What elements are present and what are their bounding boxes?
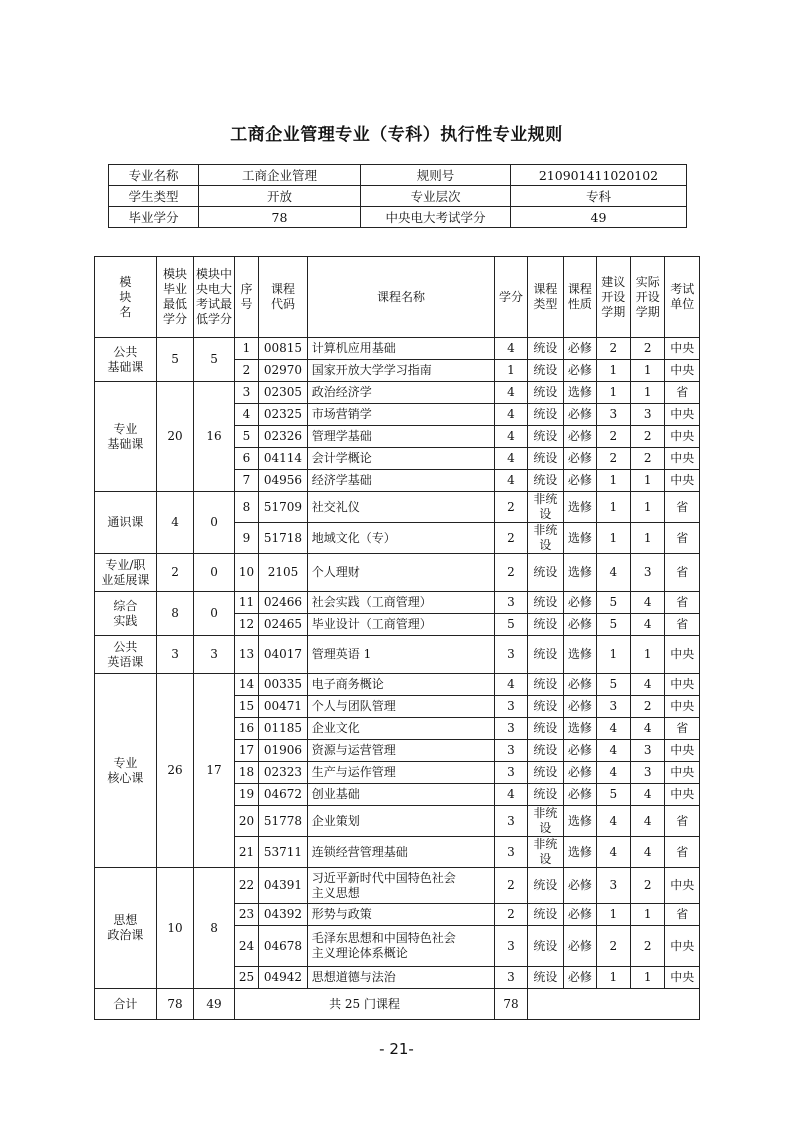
course-code: 02326 bbox=[259, 426, 308, 448]
course-seq: 10 bbox=[234, 554, 258, 592]
suggested-term: 2 bbox=[596, 426, 630, 448]
total-min-credit: 78 bbox=[156, 989, 193, 1020]
table-row bbox=[95, 492, 700, 523]
suggested-term: 2 bbox=[596, 926, 630, 967]
course-name: 思想道德与法治 bbox=[307, 967, 494, 989]
course-nature: 必修 bbox=[564, 404, 596, 426]
info-label: 专业名称 bbox=[109, 165, 199, 186]
course-seq: 22 bbox=[234, 868, 258, 904]
course-credit: 3 bbox=[495, 592, 527, 614]
course-name: 计算机应用基础 bbox=[307, 338, 494, 360]
course-nature: 必修 bbox=[564, 448, 596, 470]
course-type: 统设 bbox=[527, 448, 563, 470]
course-nature: 必修 bbox=[564, 740, 596, 762]
course-seq: 9 bbox=[234, 523, 258, 554]
info-label: 专业层次 bbox=[361, 186, 511, 207]
course-credit: 4 bbox=[495, 784, 527, 806]
suggested-term: 1 bbox=[596, 470, 630, 492]
suggested-term: 4 bbox=[596, 740, 630, 762]
module-name: 通识课 bbox=[95, 492, 157, 554]
course-code: 53711 bbox=[259, 837, 308, 868]
actual-term: 3 bbox=[631, 404, 665, 426]
course-type: 统设 bbox=[527, 674, 563, 696]
course-seq: 15 bbox=[234, 696, 258, 718]
suggested-term: 5 bbox=[596, 784, 630, 806]
course-seq: 25 bbox=[234, 967, 258, 989]
course-name: 电子商务概论 bbox=[307, 674, 494, 696]
actual-term: 2 bbox=[631, 926, 665, 967]
actual-term: 3 bbox=[631, 740, 665, 762]
module-name: 公共 英语课 bbox=[95, 636, 157, 674]
exam-unit: 省 bbox=[665, 614, 700, 636]
module-name: 专业 基础课 bbox=[95, 382, 157, 492]
actual-term: 4 bbox=[631, 592, 665, 614]
total-credit: 78 bbox=[495, 989, 527, 1020]
course-type: 统设 bbox=[527, 470, 563, 492]
course-credit: 1 bbox=[495, 360, 527, 382]
course-credit: 4 bbox=[495, 404, 527, 426]
actual-term: 1 bbox=[631, 523, 665, 554]
course-code: 04672 bbox=[259, 784, 308, 806]
suggested-term: 2 bbox=[596, 448, 630, 470]
module-min-credit: 5 bbox=[156, 338, 193, 382]
actual-term: 4 bbox=[631, 614, 665, 636]
course-type: 统设 bbox=[527, 784, 563, 806]
course-credit: 3 bbox=[495, 636, 527, 674]
suggested-term: 4 bbox=[596, 554, 630, 592]
course-nature: 选修 bbox=[564, 523, 596, 554]
header-code: 课程 代码 bbox=[259, 257, 308, 338]
suggested-term: 4 bbox=[596, 718, 630, 740]
suggested-term: 3 bbox=[596, 404, 630, 426]
suggested-term: 4 bbox=[596, 806, 630, 837]
actual-term: 3 bbox=[631, 554, 665, 592]
exam-unit: 省 bbox=[665, 806, 700, 837]
course-nature: 必修 bbox=[564, 426, 596, 448]
exam-unit: 中央 bbox=[665, 868, 700, 904]
course-credit: 3 bbox=[495, 837, 527, 868]
total-label: 合计 bbox=[95, 989, 157, 1020]
course-code: 51718 bbox=[259, 523, 308, 554]
info-value: 工商企业管理 bbox=[199, 165, 361, 186]
suggested-term: 5 bbox=[596, 614, 630, 636]
course-type: 非统设 bbox=[527, 806, 563, 837]
course-type: 统设 bbox=[527, 636, 563, 674]
actual-term: 1 bbox=[631, 470, 665, 492]
total-summary: 共 25 门课程 bbox=[234, 989, 494, 1020]
course-seq: 4 bbox=[234, 404, 258, 426]
info-value: 210901411020102 bbox=[511, 165, 687, 186]
course-code: 02305 bbox=[259, 382, 308, 404]
total-empty bbox=[527, 989, 699, 1020]
course-credit: 3 bbox=[495, 762, 527, 784]
course-type: 非统设 bbox=[527, 837, 563, 868]
actual-term: 2 bbox=[631, 338, 665, 360]
exam-unit: 省 bbox=[665, 592, 700, 614]
exam-unit: 中央 bbox=[665, 338, 700, 360]
actual-term: 4 bbox=[631, 806, 665, 837]
course-credit: 2 bbox=[495, 492, 527, 523]
exam-unit: 中央 bbox=[665, 404, 700, 426]
exam-unit: 中央 bbox=[665, 762, 700, 784]
course-nature: 必修 bbox=[564, 592, 596, 614]
course-type: 非统设 bbox=[527, 523, 563, 554]
course-name: 会计学概论 bbox=[307, 448, 494, 470]
actual-term: 2 bbox=[631, 868, 665, 904]
info-value: 78 bbox=[199, 207, 361, 228]
module-central-credit: 16 bbox=[194, 382, 235, 492]
actual-term: 2 bbox=[631, 426, 665, 448]
course-credit: 4 bbox=[495, 448, 527, 470]
module-central-credit: 0 bbox=[194, 592, 235, 636]
header-course-type: 课程 类型 bbox=[527, 257, 563, 338]
course-nature: 必修 bbox=[564, 762, 596, 784]
module-central-credit: 0 bbox=[194, 492, 235, 554]
course-credit: 3 bbox=[495, 967, 527, 989]
course-code: 04678 bbox=[259, 926, 308, 967]
actual-term: 1 bbox=[631, 382, 665, 404]
course-name: 习近平新时代中国特色社会 主义思想 bbox=[307, 868, 494, 904]
course-credit: 5 bbox=[495, 614, 527, 636]
course-nature: 必修 bbox=[564, 784, 596, 806]
course-nature: 必修 bbox=[564, 926, 596, 967]
header-central-min: 模块中 央电大 考试最 低学分 bbox=[194, 257, 235, 338]
table-row bbox=[95, 636, 700, 674]
course-type: 统设 bbox=[527, 404, 563, 426]
course-nature: 选修 bbox=[564, 492, 596, 523]
course-seq: 11 bbox=[234, 592, 258, 614]
actual-term: 4 bbox=[631, 784, 665, 806]
course-seq: 17 bbox=[234, 740, 258, 762]
course-credit: 4 bbox=[495, 338, 527, 360]
course-seq: 12 bbox=[234, 614, 258, 636]
course-name: 生产与运作管理 bbox=[307, 762, 494, 784]
info-label: 学生类型 bbox=[109, 186, 199, 207]
course-seq: 1 bbox=[234, 338, 258, 360]
course-nature: 选修 bbox=[564, 382, 596, 404]
table-row bbox=[95, 554, 700, 592]
actual-term: 1 bbox=[631, 360, 665, 382]
course-name: 创业基础 bbox=[307, 784, 494, 806]
page-title: 工商企业管理专业（专科）执行性专业规则 bbox=[230, 125, 563, 145]
info-value: 专科 bbox=[511, 186, 687, 207]
course-seq: 18 bbox=[234, 762, 258, 784]
module-name: 专业/职 业延展课 bbox=[95, 554, 157, 592]
exam-unit: 中央 bbox=[665, 448, 700, 470]
exam-unit: 中央 bbox=[665, 967, 700, 989]
actual-term: 2 bbox=[631, 696, 665, 718]
course-seq: 3 bbox=[234, 382, 258, 404]
course-type: 统设 bbox=[527, 426, 563, 448]
course-nature: 选修 bbox=[564, 837, 596, 868]
course-type: 统设 bbox=[527, 554, 563, 592]
module-central-credit: 3 bbox=[194, 636, 235, 674]
module-name: 公共 基础课 bbox=[95, 338, 157, 382]
course-seq: 14 bbox=[234, 674, 258, 696]
exam-unit: 省 bbox=[665, 554, 700, 592]
actual-term: 4 bbox=[631, 718, 665, 740]
course-seq: 6 bbox=[234, 448, 258, 470]
course-nature: 必修 bbox=[564, 967, 596, 989]
info-label: 毕业学分 bbox=[109, 207, 199, 228]
course-seq: 5 bbox=[234, 426, 258, 448]
suggested-term: 1 bbox=[596, 492, 630, 523]
course-name: 企业文化 bbox=[307, 718, 494, 740]
module-min-credit: 8 bbox=[156, 592, 193, 636]
actual-term: 1 bbox=[631, 904, 665, 926]
course-type: 统设 bbox=[527, 868, 563, 904]
table-row bbox=[95, 592, 700, 614]
course-name: 毕业设计（工商管理） bbox=[307, 614, 494, 636]
course-code: 02970 bbox=[259, 360, 308, 382]
course-nature: 必修 bbox=[564, 338, 596, 360]
course-type: 统设 bbox=[527, 338, 563, 360]
module-min-credit: 2 bbox=[156, 554, 193, 592]
course-name: 国家开放大学学习指南 bbox=[307, 360, 494, 382]
module-name: 综合 实践 bbox=[95, 592, 157, 636]
actual-term: 3 bbox=[631, 762, 665, 784]
exam-unit: 省 bbox=[665, 492, 700, 523]
course-table bbox=[94, 256, 700, 1020]
header-seq: 序号 bbox=[234, 257, 258, 338]
header-course-nature: 课程 性质 bbox=[564, 257, 596, 338]
course-type: 统设 bbox=[527, 382, 563, 404]
course-code: 04956 bbox=[259, 470, 308, 492]
exam-unit: 中央 bbox=[665, 636, 700, 674]
course-seq: 16 bbox=[234, 718, 258, 740]
table-row bbox=[95, 382, 700, 404]
course-name: 地域文化（专） bbox=[307, 523, 494, 554]
course-name: 市场营销学 bbox=[307, 404, 494, 426]
course-nature: 必修 bbox=[564, 470, 596, 492]
course-nature: 必修 bbox=[564, 868, 596, 904]
suggested-term: 5 bbox=[596, 674, 630, 696]
course-code: 02466 bbox=[259, 592, 308, 614]
course-code: 51709 bbox=[259, 492, 308, 523]
course-code: 04017 bbox=[259, 636, 308, 674]
exam-unit: 省 bbox=[665, 523, 700, 554]
module-min-credit: 4 bbox=[156, 492, 193, 554]
course-code: 01906 bbox=[259, 740, 308, 762]
suggested-term: 3 bbox=[596, 696, 630, 718]
course-seq: 21 bbox=[234, 837, 258, 868]
exam-unit: 中央 bbox=[665, 740, 700, 762]
course-name: 政治经济学 bbox=[307, 382, 494, 404]
module-central-credit: 5 bbox=[194, 338, 235, 382]
suggested-term: 5 bbox=[596, 592, 630, 614]
course-type: 非统设 bbox=[527, 492, 563, 523]
exam-unit: 中央 bbox=[665, 696, 700, 718]
course-type: 统设 bbox=[527, 360, 563, 382]
table-row bbox=[95, 674, 700, 696]
course-seq: 19 bbox=[234, 784, 258, 806]
course-type: 统设 bbox=[527, 926, 563, 967]
course-seq: 20 bbox=[234, 806, 258, 837]
header-name: 课程名称 bbox=[307, 257, 494, 338]
module-name: 思想 政治课 bbox=[95, 868, 157, 989]
module-min-credit: 26 bbox=[156, 674, 193, 868]
course-type: 统设 bbox=[527, 762, 563, 784]
suggested-term: 1 bbox=[596, 360, 630, 382]
course-seq: 23 bbox=[234, 904, 258, 926]
suggested-term: 3 bbox=[596, 868, 630, 904]
suggested-term: 1 bbox=[596, 382, 630, 404]
course-code: 02325 bbox=[259, 404, 308, 426]
module-min-credit: 20 bbox=[156, 382, 193, 492]
course-type: 统设 bbox=[527, 740, 563, 762]
header-module: 模 块 名 bbox=[95, 257, 157, 338]
course-credit: 4 bbox=[495, 674, 527, 696]
course-nature: 选修 bbox=[564, 636, 596, 674]
course-type: 统设 bbox=[527, 614, 563, 636]
exam-unit: 省 bbox=[665, 382, 700, 404]
course-nature: 必修 bbox=[564, 904, 596, 926]
course-nature: 选修 bbox=[564, 806, 596, 837]
actual-term: 1 bbox=[631, 492, 665, 523]
suggested-term: 1 bbox=[596, 636, 630, 674]
exam-unit: 省 bbox=[665, 904, 700, 926]
course-credit: 3 bbox=[495, 806, 527, 837]
module-central-credit: 0 bbox=[194, 554, 235, 592]
course-type: 统设 bbox=[527, 718, 563, 740]
header-suggested-term: 建议 开设 学期 bbox=[596, 257, 630, 338]
course-name: 连锁经营管理基础 bbox=[307, 837, 494, 868]
actual-term: 1 bbox=[631, 967, 665, 989]
exam-unit: 省 bbox=[665, 718, 700, 740]
course-seq: 8 bbox=[234, 492, 258, 523]
course-code: 00471 bbox=[259, 696, 308, 718]
suggested-term: 1 bbox=[596, 523, 630, 554]
course-credit: 3 bbox=[495, 740, 527, 762]
course-name: 个人与团队管理 bbox=[307, 696, 494, 718]
course-credit: 2 bbox=[495, 523, 527, 554]
course-seq: 7 bbox=[234, 470, 258, 492]
course-name: 社会实践（工商管理） bbox=[307, 592, 494, 614]
suggested-term: 4 bbox=[596, 762, 630, 784]
course-nature: 必修 bbox=[564, 614, 596, 636]
course-seq: 24 bbox=[234, 926, 258, 967]
header-credit: 学分 bbox=[495, 257, 527, 338]
actual-term: 4 bbox=[631, 674, 665, 696]
course-nature: 选修 bbox=[564, 554, 596, 592]
info-row bbox=[109, 207, 687, 228]
header-exam-unit: 考试 单位 bbox=[665, 257, 700, 338]
course-code: 04391 bbox=[259, 868, 308, 904]
total-row bbox=[95, 989, 700, 1020]
course-name: 资源与运营管理 bbox=[307, 740, 494, 762]
course-name: 经济学基础 bbox=[307, 470, 494, 492]
course-credit: 2 bbox=[495, 868, 527, 904]
course-type: 统设 bbox=[527, 592, 563, 614]
course-credit: 4 bbox=[495, 426, 527, 448]
exam-unit: 中央 bbox=[665, 784, 700, 806]
course-seq: 2 bbox=[234, 360, 258, 382]
course-nature: 必修 bbox=[564, 360, 596, 382]
suggested-term: 1 bbox=[596, 967, 630, 989]
info-value: 开放 bbox=[199, 186, 361, 207]
actual-term: 2 bbox=[631, 448, 665, 470]
course-code: 04392 bbox=[259, 904, 308, 926]
course-name: 企业策划 bbox=[307, 806, 494, 837]
module-name: 专业 核心课 bbox=[95, 674, 157, 868]
exam-unit: 中央 bbox=[665, 926, 700, 967]
course-credit: 3 bbox=[495, 718, 527, 740]
program-info-table bbox=[108, 164, 687, 228]
table-row bbox=[95, 868, 700, 904]
info-label: 中央电大考试学分 bbox=[361, 207, 511, 228]
course-name: 毛泽东思想和中国特色社会 主义理论体系概论 bbox=[307, 926, 494, 967]
header-min-credit: 模块 毕业 最低 学分 bbox=[156, 257, 193, 338]
course-name: 管理英语 1 bbox=[307, 636, 494, 674]
actual-term: 1 bbox=[631, 636, 665, 674]
actual-term: 4 bbox=[631, 837, 665, 868]
course-credit: 2 bbox=[495, 904, 527, 926]
suggested-term: 1 bbox=[596, 904, 630, 926]
course-code: 04114 bbox=[259, 448, 308, 470]
course-credit: 2 bbox=[495, 554, 527, 592]
course-nature: 必修 bbox=[564, 696, 596, 718]
suggested-term: 2 bbox=[596, 338, 630, 360]
course-type: 统设 bbox=[527, 904, 563, 926]
course-nature: 必修 bbox=[564, 674, 596, 696]
module-central-credit: 8 bbox=[194, 868, 235, 989]
info-value: 49 bbox=[511, 207, 687, 228]
exam-unit: 中央 bbox=[665, 674, 700, 696]
course-type: 统设 bbox=[527, 967, 563, 989]
table-row bbox=[95, 338, 700, 360]
course-credit: 4 bbox=[495, 382, 527, 404]
course-name: 社交礼仪 bbox=[307, 492, 494, 523]
info-label: 规则号 bbox=[361, 165, 511, 186]
info-row bbox=[109, 165, 687, 186]
course-code: 02465 bbox=[259, 614, 308, 636]
page-number: - 21- bbox=[379, 1040, 414, 1058]
suggested-term: 4 bbox=[596, 837, 630, 868]
course-name: 管理学基础 bbox=[307, 426, 494, 448]
exam-unit: 中央 bbox=[665, 470, 700, 492]
course-credit: 3 bbox=[495, 696, 527, 718]
course-credit: 3 bbox=[495, 926, 527, 967]
course-code: 00335 bbox=[259, 674, 308, 696]
course-code: 2105 bbox=[259, 554, 308, 592]
module-min-credit: 3 bbox=[156, 636, 193, 674]
course-type: 统设 bbox=[527, 696, 563, 718]
course-name: 形势与政策 bbox=[307, 904, 494, 926]
total-central-credit: 49 bbox=[194, 989, 235, 1020]
info-row bbox=[109, 186, 687, 207]
course-name: 个人理财 bbox=[307, 554, 494, 592]
module-central-credit: 17 bbox=[194, 674, 235, 868]
course-code: 02323 bbox=[259, 762, 308, 784]
exam-unit: 中央 bbox=[665, 426, 700, 448]
course-credit: 4 bbox=[495, 470, 527, 492]
exam-unit: 省 bbox=[665, 837, 700, 868]
course-code: 00815 bbox=[259, 338, 308, 360]
course-seq: 13 bbox=[234, 636, 258, 674]
course-code: 51778 bbox=[259, 806, 308, 837]
exam-unit: 中央 bbox=[665, 360, 700, 382]
header-row bbox=[95, 257, 700, 338]
header-actual-term: 实际 开设 学期 bbox=[631, 257, 665, 338]
course-code: 04942 bbox=[259, 967, 308, 989]
course-nature: 选修 bbox=[564, 718, 596, 740]
course-code: 01185 bbox=[259, 718, 308, 740]
module-min-credit: 10 bbox=[156, 868, 193, 989]
